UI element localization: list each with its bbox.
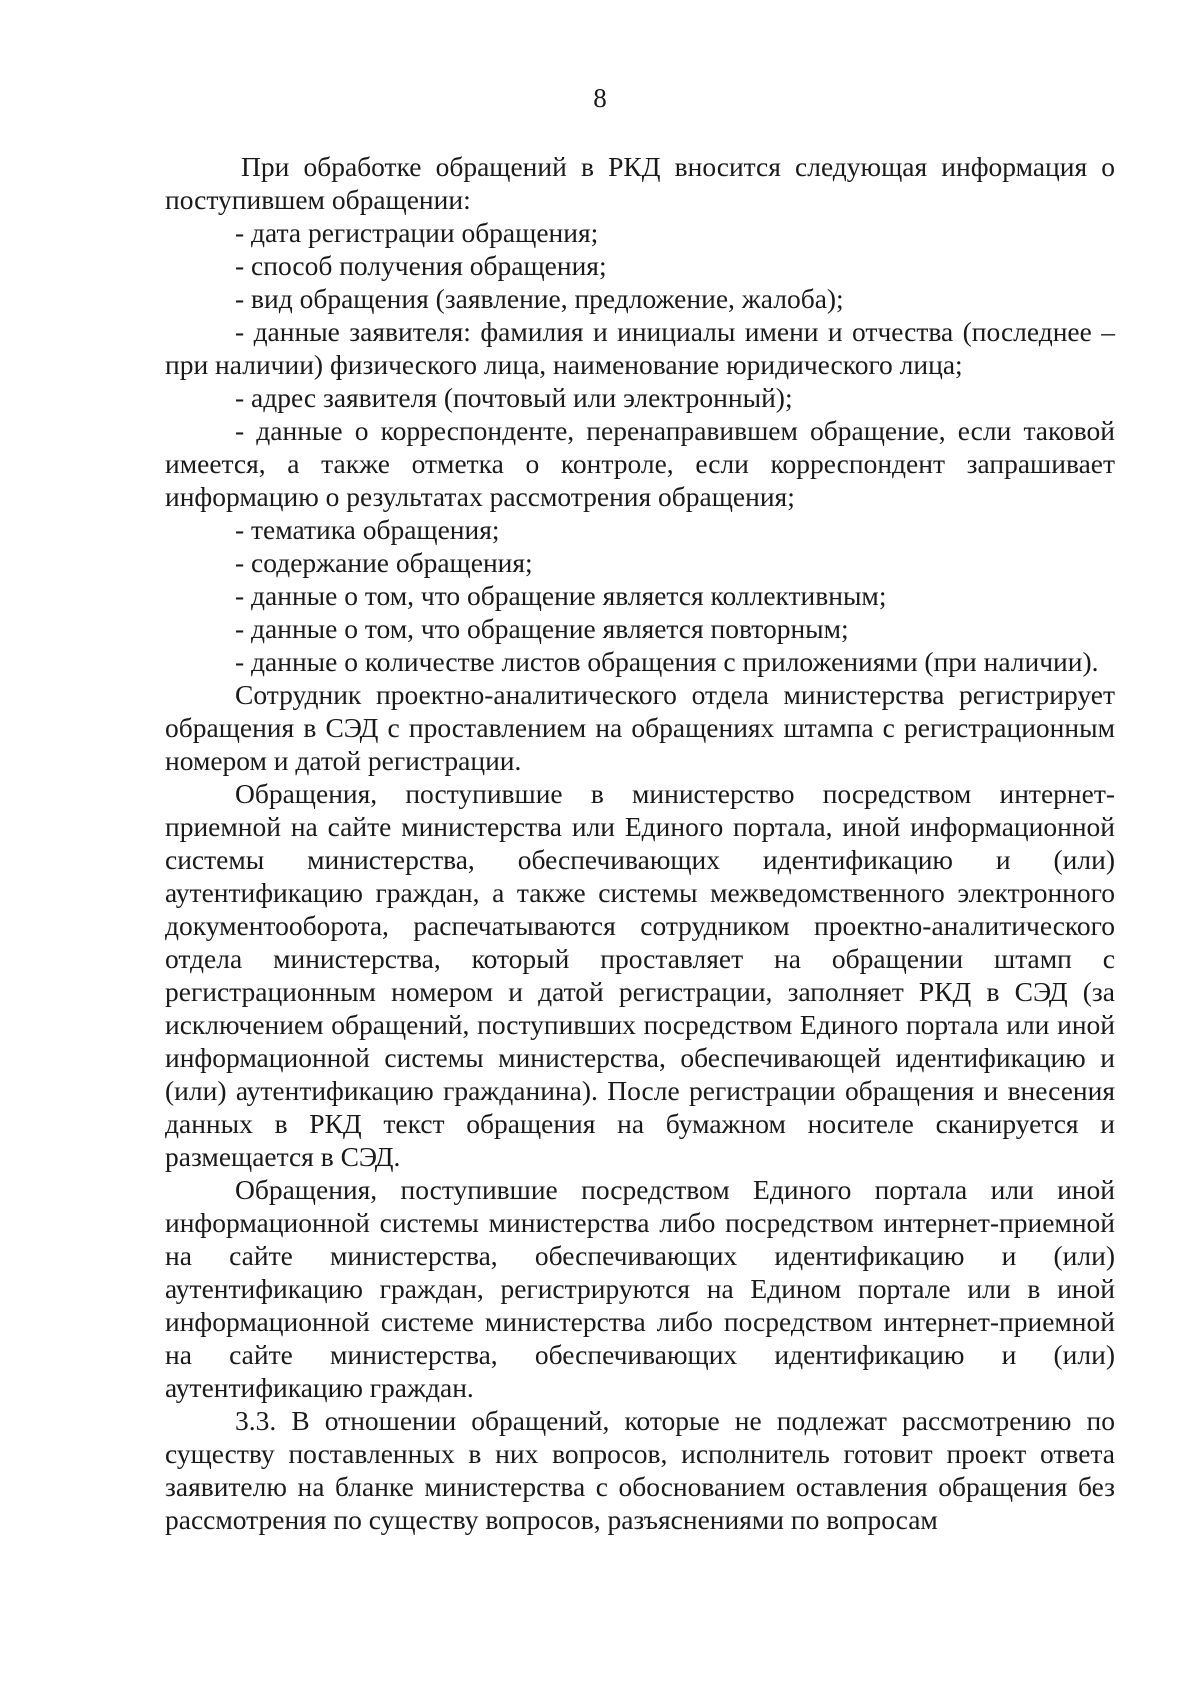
- list-item: - вид обращения (заявление, предложение, жалоба);: [235, 283, 844, 314]
- list-item: - содержание обращения;: [235, 547, 533, 578]
- paragraph-intro: При обработке обращений в РКД вносится следующая информация о поступившем обращении:: [165, 151, 1115, 215]
- paragraph-registration: Сотрудник проектно-аналитического отдела министерства регистрирует обращения в СЭД с проставлением на обращениях штампа с регистрационным номером и датой регистрации.: [165, 679, 1115, 776]
- list-item: - способ получения обращения;: [235, 250, 607, 281]
- page-number: 8: [593, 83, 607, 113]
- list-item: - данные о количестве листов обращения с приложениями (при наличии).: [235, 646, 1099, 677]
- paragraph-unified-portal: Обращения, поступившие посредством Единого портала или иной информационной системы министерства либо посредством интернет-приемной на сайте министерства, обеспечивающих идентификацию и (или) аутентификацию граждан, регистрируются на Едином портале или в иной информационной системе министерства либо посредством интернет-приемной на сайте министерства, обеспечивающих идентификацию и (или) аутентификацию граждан.: [165, 1174, 1115, 1403]
- paragraph-section-3-3: 3.3. В отношении обращений, которые не подлежат рассмотрению по существу поставленных в них вопросов, исполнитель готовит проект ответа заявителю на бланке министерства с обоснованием оставления обращения без рассмотрения по существу вопросов, разъяснениями по вопросам: [165, 1405, 1115, 1535]
- list-item: - данные о том, что обращение является коллективным;: [235, 580, 887, 611]
- list-item: - данные о том, что обращение является повторным;: [235, 613, 849, 644]
- list-item: - данные заявителя: фамилия и инициалы имени и отчества (последнее – при наличии) физического лица, наименование юридического лица;: [165, 316, 1115, 380]
- list-item: - тематика обращения;: [235, 514, 500, 545]
- document-body: [165, 150, 1115, 1536]
- list-item: - данные о корреспонденте, перенаправившем обращение, если таковой имеется, а также отметка о контроле, если корреспондент запрашивает информацию о результатах рассмотрения обращения;: [165, 415, 1115, 512]
- paragraph-internet-reception: Обращения, поступившие в министерство посредством интернет-приемной на сайте министерства или Единого портала, иной информационной системы министерства, обеспечивающих идентификацию и (или) аутентификацию граждан, а также системы межведомственного электронного документооборота, распечатываются сотрудником проектно-аналитического отдела министерства, который проставляет на обращении штамп с регистрационным номером и датой регистрации, заполняет РКД в СЭД (за исключением обращений, поступивших посредством Единого портала или иной информационной системы министерства, обеспечивающей идентификацию и (или) аутентификацию гражданина). После регистрации обращения и внесения данных в РКД текст обращения на бумажном носителе сканируется и размещается в СЭД.: [165, 778, 1115, 1172]
- list-item: - дата регистрации обращения;: [235, 217, 599, 248]
- list-item: - адрес заявителя (почтовый или электронный);: [235, 382, 793, 413]
